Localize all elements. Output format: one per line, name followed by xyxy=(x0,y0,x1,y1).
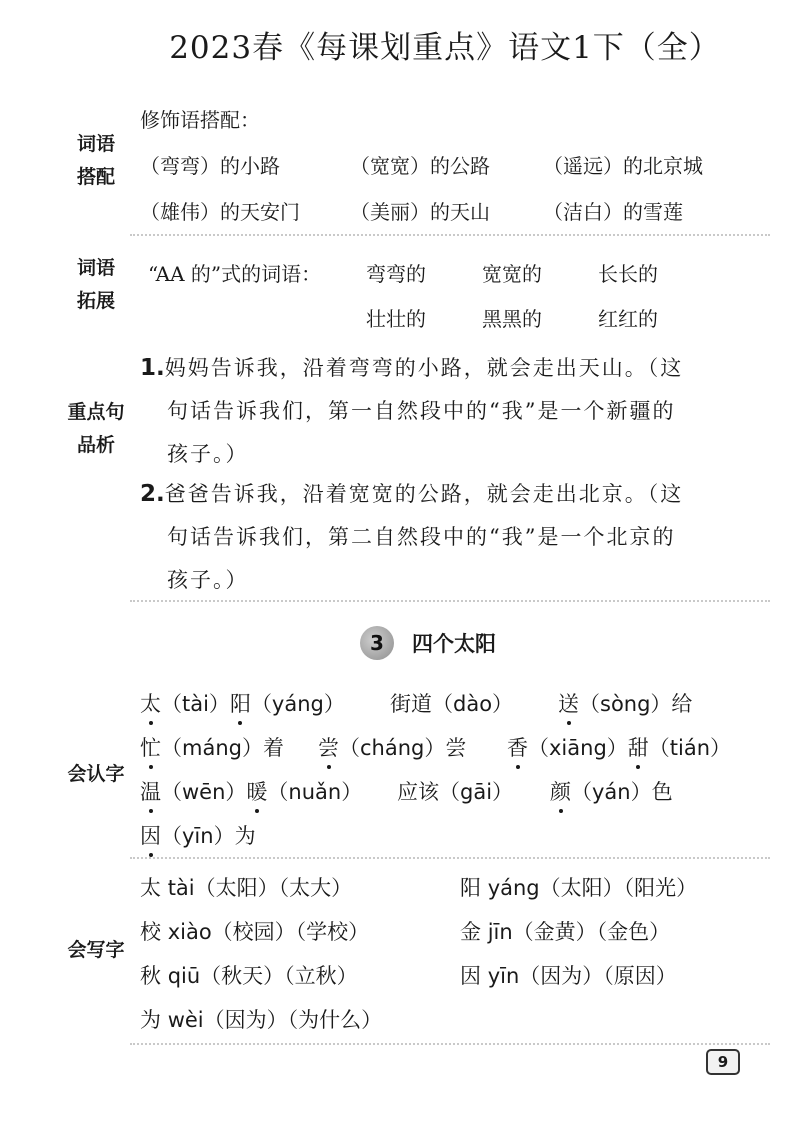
write-entry: 因 yīn（因为）（原因） xyxy=(460,964,677,988)
recognize-row: 颜（yán）色 xyxy=(550,776,673,806)
write-entry: 阳 yáng（太阳）（阳光） xyxy=(460,876,698,900)
lesson-title: 四个太阳 xyxy=(412,632,496,656)
recognize-row: 温（wēn）暖（nuǎn） xyxy=(140,776,362,806)
aa-word: 黑黑的 xyxy=(482,307,542,331)
section-label-word-expand: 词语 拓展 xyxy=(76,257,115,312)
section-divider xyxy=(130,234,770,236)
section-label-recognize: 会认字 xyxy=(67,763,125,785)
word-pair: （洁白）的雪莲 xyxy=(543,200,683,224)
recognize-row: 香（xiāng）甜（tián） xyxy=(507,732,731,762)
section-divider xyxy=(130,1043,770,1045)
aa-word: 宽宽的 xyxy=(482,262,542,286)
recognize-row: 送（sòng）给 xyxy=(558,688,692,718)
word-pair: （宽宽）的公路 xyxy=(350,154,490,178)
aa-word: 壮壮的 xyxy=(366,307,426,331)
section-divider xyxy=(130,600,770,602)
recognize-row: 忙（máng）着 xyxy=(140,732,284,762)
word-pair: （弯弯）的小路 xyxy=(140,154,280,178)
word-pair: （雄伟）的天安门 xyxy=(140,200,300,224)
section-label-key-sentences: 重点句 品析 xyxy=(67,401,125,456)
recognize-row: 因（yīn）为 xyxy=(140,820,256,850)
write-entry: 金 jīn（金黄）（金色） xyxy=(460,920,671,944)
recognize-row: 应该（gāi） xyxy=(397,780,514,804)
section-label-word-match: 词语 搭配 xyxy=(76,133,115,188)
word-pair: （美丽）的天山 xyxy=(350,200,490,224)
section-divider xyxy=(130,857,770,859)
page-number: 9 xyxy=(706,1049,740,1075)
section-label-write: 会写字 xyxy=(67,939,125,961)
recognize-row: 街道（dào） xyxy=(390,692,514,716)
write-entry: 为 wèi（因为）（为什么） xyxy=(140,1008,383,1032)
recognize-row: 太（tài）阳（yáng） xyxy=(140,688,345,718)
page-title: 2023春《每课划重点》语文1下（全） xyxy=(169,30,721,66)
key-sentence-2: 2.爸爸告诉我，沿着宽宽的公路，就会走出北京。（这 句话告诉我们，第二自然段中的“我”是一个北京的 孩子。） xyxy=(140,481,684,592)
aa-intro: “AA 的”式的词语： xyxy=(148,262,322,286)
modifier-heading: 修饰语搭配： xyxy=(140,108,260,132)
aa-word: 长长的 xyxy=(598,262,658,286)
aa-word: 红红的 xyxy=(598,307,658,331)
aa-word: 弯弯的 xyxy=(366,262,426,286)
recognize-row: 尝（cháng）尝 xyxy=(318,732,466,762)
lesson-number-badge: 3 xyxy=(360,626,394,660)
key-sentence-1: 1.妈妈告诉我，沿着弯弯的小路，就会走出天山。（这 句话告诉我们，第一自然段中的“我”是一个新疆的 孩子。） xyxy=(140,355,684,466)
write-entry: 秋 qiū（秋天）（立秋） xyxy=(140,964,358,988)
write-entry: 太 tài（太阳）（太大） xyxy=(140,876,353,900)
lesson-header xyxy=(360,626,496,660)
write-entry: 校 xiào（校园）（学校） xyxy=(140,920,370,944)
word-pair: （遥远）的北京城 xyxy=(543,154,703,178)
